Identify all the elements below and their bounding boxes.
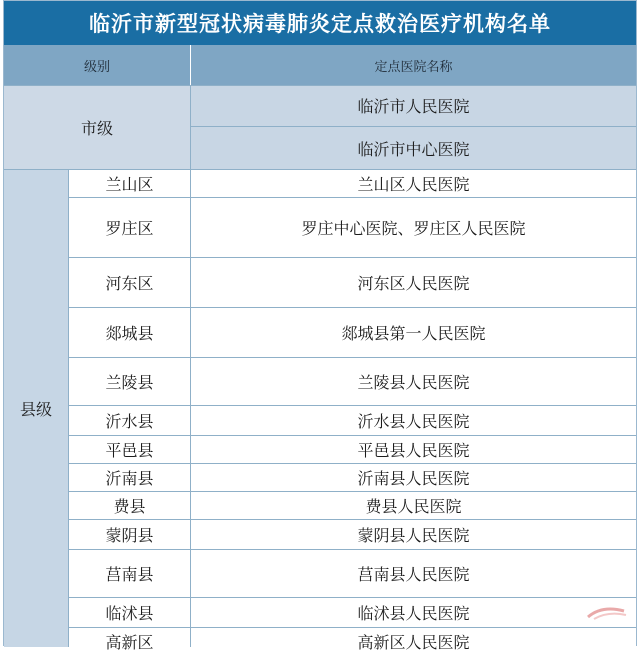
city-county-divider (4, 169, 636, 170)
county-hospital: 兰山区人民医院 (191, 169, 636, 197)
county-district: 郯城县 (69, 307, 190, 357)
header-level: 级别 (4, 45, 191, 85)
county-district: 河东区 (69, 257, 190, 307)
city-hospital-1: 临沂市人民医院 (191, 85, 636, 126)
county-district: 平邑县 (69, 435, 190, 463)
row-divider (69, 307, 636, 308)
header-hospital: 定点医院名称 (191, 45, 636, 85)
table-title: 临沂市新型冠状病毒肺炎定点救治医疗机构名单 (4, 1, 636, 45)
county-level-label: 县级 (4, 169, 68, 647)
county-hospital: 郯城县第一人民医院 (191, 307, 636, 357)
county-hospital: 费县人民医院 (191, 491, 636, 519)
county-hospital: 平邑县人民医院 (191, 435, 636, 463)
county-hospital: 临沭县人民医院 (191, 597, 636, 627)
row-divider (69, 519, 636, 520)
county-hospital: 河东区人民医院 (191, 257, 636, 307)
city-level-label: 市级 (4, 85, 190, 169)
county-district: 蒙阴县 (69, 519, 190, 549)
row-divider (69, 597, 636, 598)
county-district: 兰陵县 (69, 357, 190, 405)
row-divider (69, 627, 636, 628)
county-district: 罗庄区 (69, 197, 190, 257)
county-hospital: 蒙阴县人民医院 (191, 519, 636, 549)
county-hospital: 沂水县人民医院 (191, 405, 636, 435)
city-row-divider (191, 126, 636, 127)
row-divider (69, 491, 636, 492)
city-hospital-2: 临沂市中心医院 (191, 127, 636, 169)
row-divider (69, 197, 636, 198)
header-divider (4, 85, 636, 86)
county-district: 临沭县 (69, 597, 190, 627)
county-district: 沂水县 (69, 405, 190, 435)
county-hospital: 罗庄中心医院、罗庄区人民医院 (191, 197, 636, 257)
county-column-divider (68, 169, 69, 647)
county-hospital: 莒南县人民医院 (191, 549, 636, 597)
row-divider (69, 257, 636, 258)
watermark-logo (584, 603, 630, 623)
county-district: 高新区 (69, 627, 190, 655)
column-divider (190, 85, 191, 647)
county-district: 费县 (69, 491, 190, 519)
row-divider (69, 549, 636, 550)
row-divider (69, 405, 636, 406)
county-hospital: 高新区人民医院 (191, 627, 636, 655)
county-district: 兰山区 (69, 169, 190, 197)
county-district: 沂南县 (69, 463, 190, 491)
county-hospital: 沂南县人民医院 (191, 463, 636, 491)
county-hospital: 兰陵县人民医院 (191, 357, 636, 405)
row-divider (69, 463, 636, 464)
row-divider (69, 435, 636, 436)
hospital-list-table (3, 0, 637, 652)
county-district: 莒南县 (69, 549, 190, 597)
row-divider (69, 357, 636, 358)
